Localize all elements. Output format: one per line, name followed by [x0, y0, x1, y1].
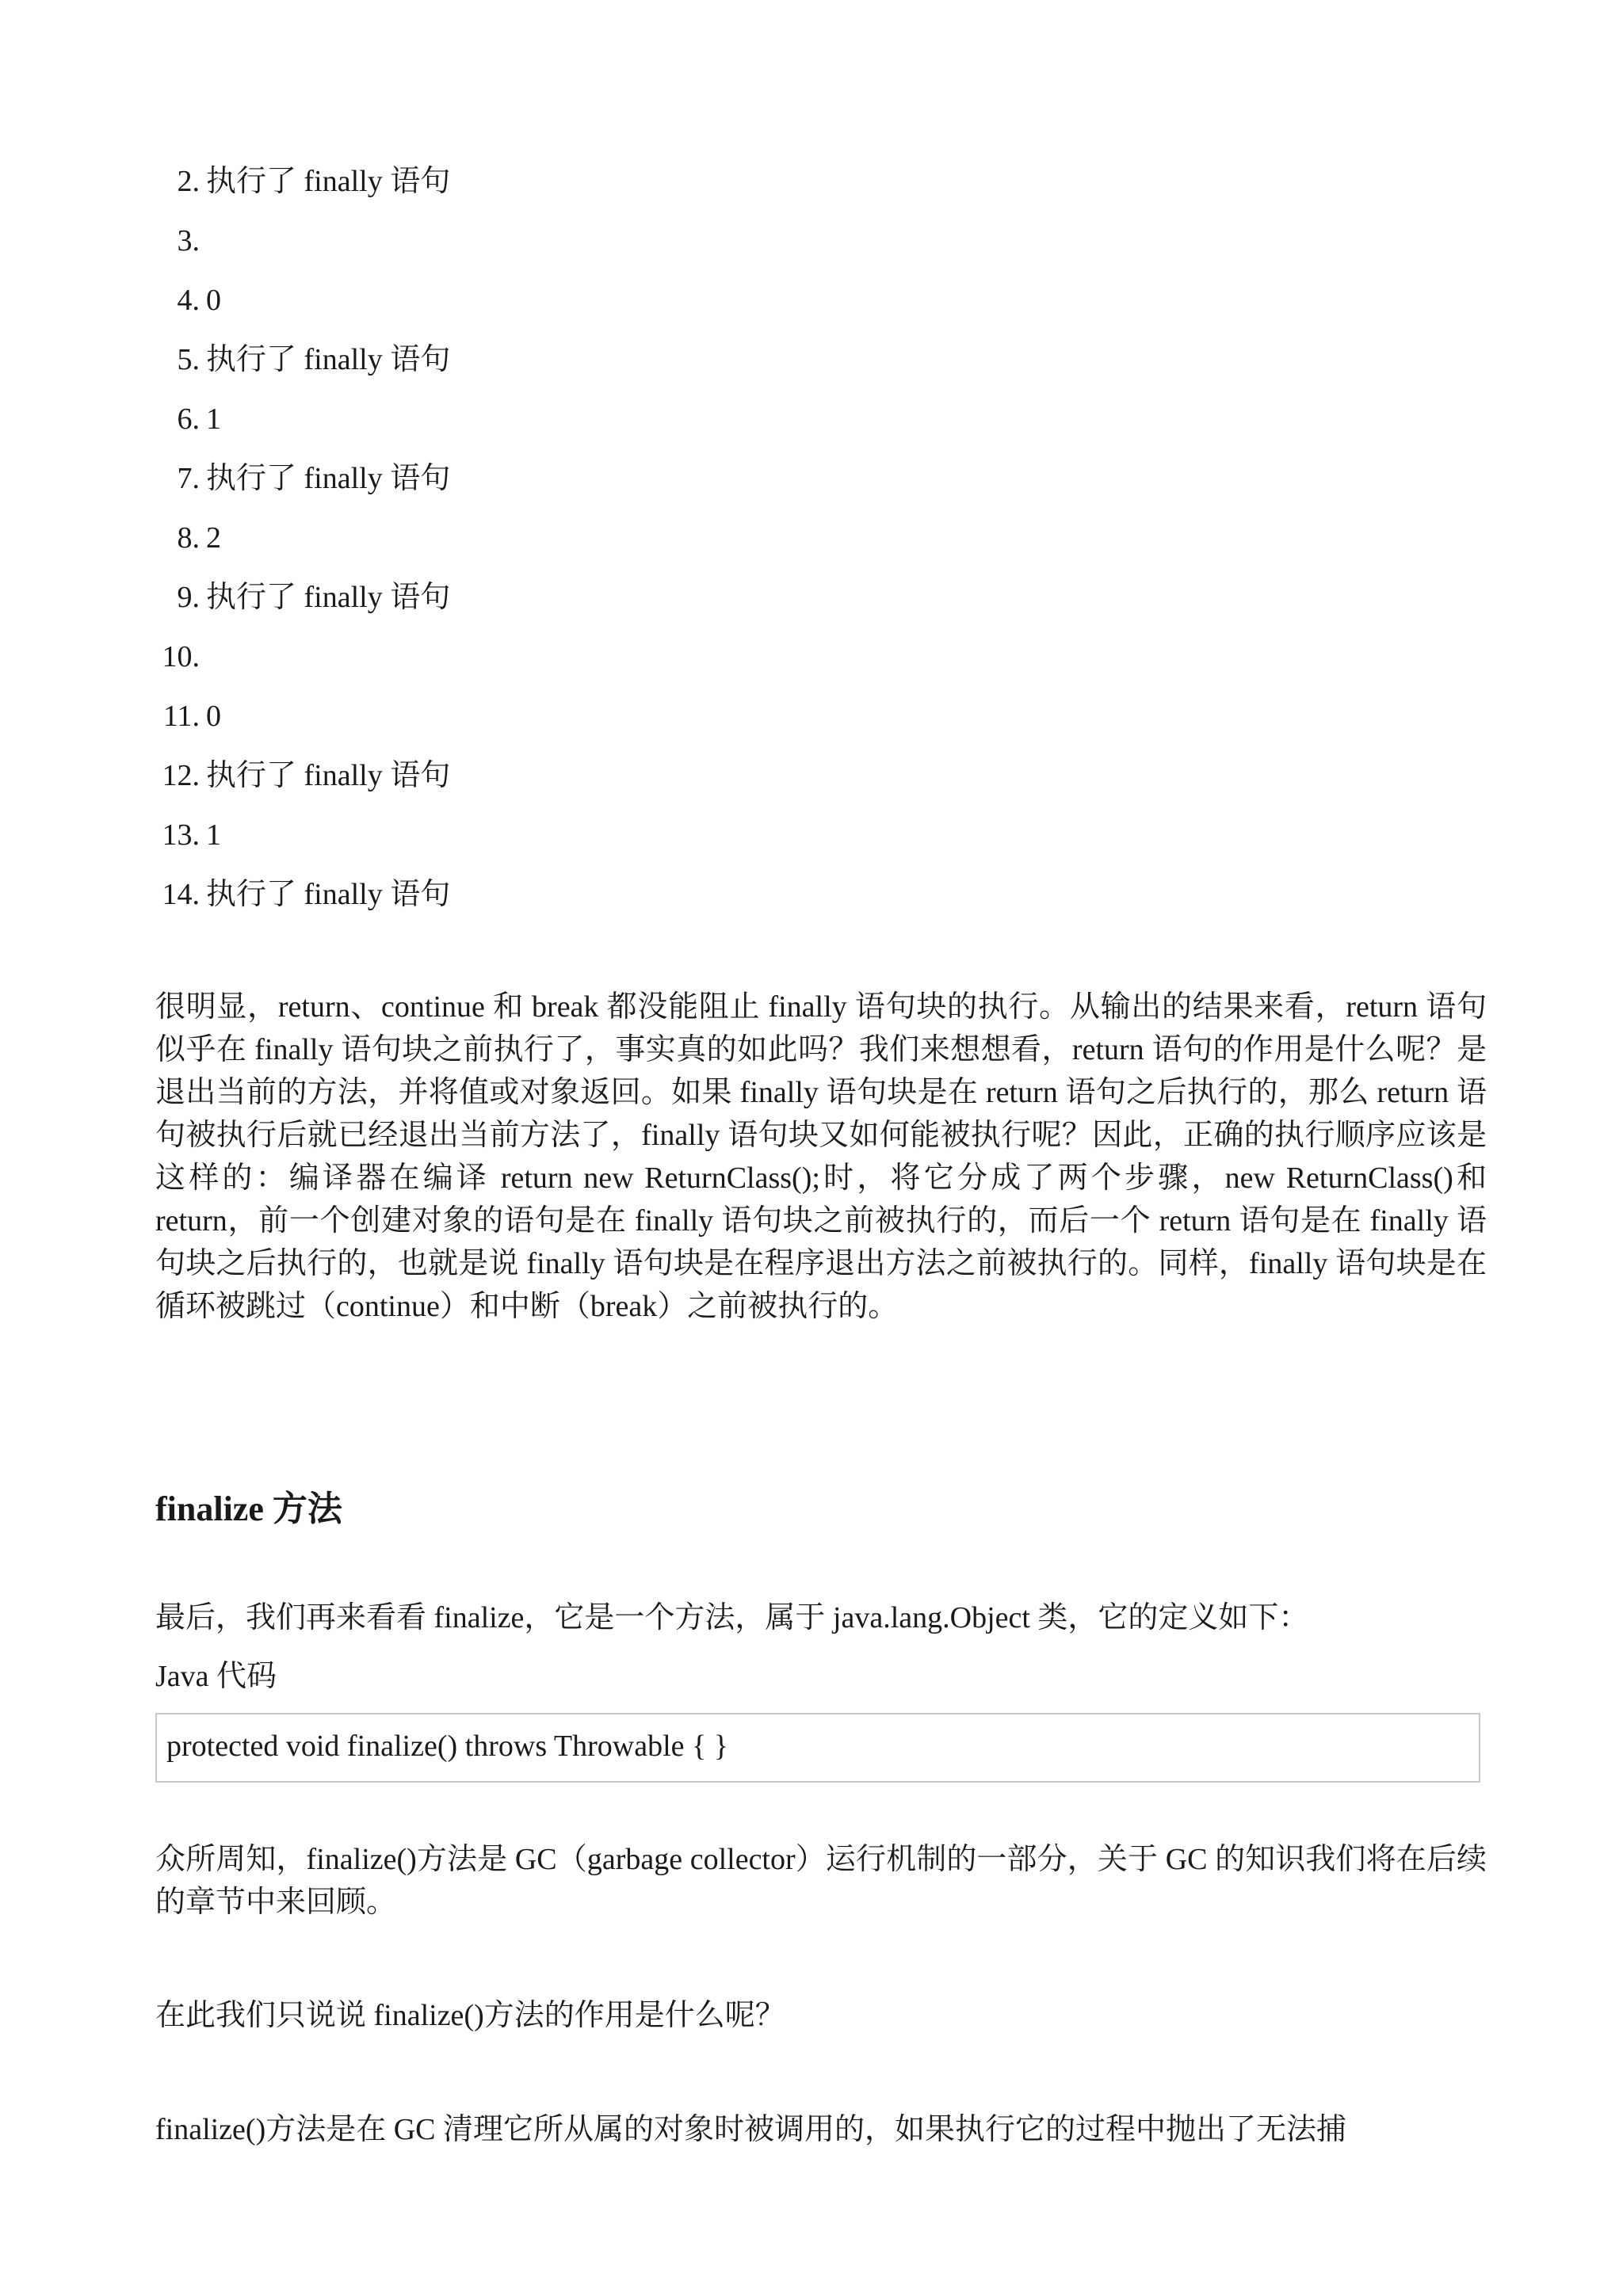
list-item-number: 8.	[177, 521, 200, 555]
list-item-text: 执行了 finally 语句	[206, 759, 451, 792]
list-item-number: 6.	[177, 402, 200, 436]
code-block	[155, 1713, 1480, 1783]
list-item-number: 3.	[177, 224, 200, 257]
list-item-text: 1	[206, 402, 221, 436]
list-item-number: 2.	[177, 165, 200, 198]
list-item-number: 13.	[162, 818, 200, 852]
list-item	[147, 162, 450, 200]
list-item	[147, 816, 221, 854]
list-item-text: 执行了 finally 语句	[206, 343, 451, 376]
list-item-text: 0	[206, 284, 221, 317]
list-item-number: 9.	[177, 581, 200, 614]
list-item-text: 1	[206, 818, 221, 852]
list-item-text: 2	[206, 521, 221, 555]
list-item-number: 11.	[162, 700, 200, 733]
code-text: protected void finalize() throws Throwable { }	[166, 1730, 728, 1763]
list-item	[147, 697, 221, 735]
list-item	[147, 757, 450, 795]
list-item-text: 执行了 finally 语句	[206, 581, 451, 614]
list-item	[147, 222, 206, 260]
list-item	[147, 460, 450, 498]
list-item-text: 0	[206, 700, 221, 733]
list-item-number: 7.	[177, 462, 200, 495]
list-item-number: 4.	[177, 284, 200, 317]
list-item-number: 14.	[162, 878, 200, 911]
list-item-number: 12.	[162, 759, 200, 792]
list-item-text: 执行了 finally 语句	[206, 878, 451, 911]
list-item	[147, 281, 221, 319]
gc-paragraph: 众所周知，finalize()方法是 GC（garbage collector）运行机制的一部分，关于 GC 的知识我们将在后续的章节中来回顾。	[155, 1843, 1487, 1919]
list-item	[147, 519, 221, 557]
list-item-number: 10.	[162, 640, 200, 673]
list-item-text: 执行了 finally 语句	[206, 165, 451, 198]
list-item	[147, 578, 450, 616]
question-text: 在此我们只说说 finalize()方法的作用是什么呢？	[155, 1999, 785, 2032]
list-item	[147, 341, 450, 379]
list-item	[147, 638, 206, 676]
list-item	[147, 400, 221, 438]
list-item-number: 5.	[177, 343, 200, 376]
explanation-paragraph: 很明显，return、continue 和 break 都没能阻止 finally 语句块的执行。从输出的结果来看，return 语句似乎在 finally 语句块之前执行了，事实真的如此吗？我们来想想看，return 语句的作用是什么呢？是退出当前的方法，并将值或对象返回。如果 finally 语句块是在 return 语句之后执行的，那么 return 语句被执行后就已经退出当前方法了，finally 语句块又如何能被执行呢？因此，正确的执行顺序应该是这样的：编译器在编译 return new ReturnClass();时，将它分成了两个步骤，new ReturnClass()和 return，前一个创建对象的语句是在 finally 语句块之前被执行的，而后一个 return 语句是在 finally 语句块之后执行的，也就是说 finally 语句块是在程序退出方法之前被执行的。同样，finally 语句块是在循环被跳过（continue）和中断（break）之前被执行的。	[155, 990, 1487, 1323]
intro-text: 最后，我们再来看看 finalize，它是一个方法，属于 java.lang.Object 类，它的定义如下：	[155, 1601, 1309, 1634]
section-heading: finalize 方法	[155, 1489, 342, 1528]
list-item-text: 执行了 finally 语句	[206, 462, 451, 495]
list-item	[147, 875, 450, 913]
code-label: Java 代码	[155, 1660, 277, 1693]
last-text: finalize()方法是在 GC 清理它所从属的对象时被调用的，如果执行它的过程中抛出了无法捕	[155, 2113, 1347, 2146]
